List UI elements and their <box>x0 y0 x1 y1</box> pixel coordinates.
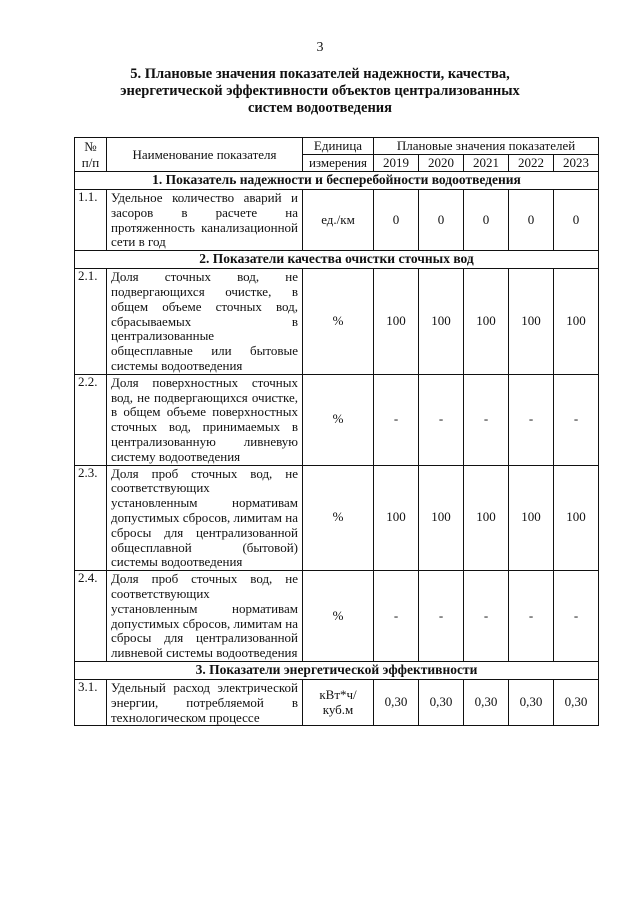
value-cell: 100 <box>419 269 464 375</box>
header-year: 2023 <box>554 155 599 172</box>
value-cell: 0 <box>554 190 599 251</box>
value-cell: - <box>554 571 599 662</box>
header-year: 2020 <box>419 155 464 172</box>
heading-line-1: 5. Плановые значения показателей надежности, качества, <box>130 66 510 82</box>
row-number: 1.1. <box>75 190 107 251</box>
value-cell: 0 <box>374 190 419 251</box>
header-num-line1: № <box>84 138 97 154</box>
value-cell: - <box>374 374 419 465</box>
indicator-name: Удельное количество аварий и засоров в расчете на протяженность канализационной сети в год <box>107 190 303 251</box>
value-cell: 0,30 <box>554 679 599 725</box>
value-cell: 100 <box>464 465 509 571</box>
unit-cell: % <box>303 269 374 375</box>
indicator-name: Доля поверхностных сточных вод, не подвергающихся очистке, в общем объеме поверхностных сточных вод, принимаемых в централизованную ливневую систему водоотведения <box>107 374 303 465</box>
value-cell: 100 <box>419 465 464 571</box>
row-number: 2.1. <box>75 269 107 375</box>
header-unit-line1: Единица <box>303 138 374 155</box>
unit-cell: ед./км <box>303 190 374 251</box>
table-row <box>75 679 599 725</box>
value-cell: - <box>419 374 464 465</box>
section-row <box>75 251 599 269</box>
header-year: 2019 <box>374 155 419 172</box>
unit-cell: кВт*ч/ куб.м <box>303 679 374 725</box>
indicator-name: Доля проб сточных вод, не соответствующих установленным нормативам допустимых сбросов, лимитам на сбросы для централизованной общесплавной (бытовой) системы водоотведения <box>107 465 303 571</box>
row-number: 2.4. <box>75 571 107 662</box>
value-cell: 100 <box>464 269 509 375</box>
header-year: 2021 <box>464 155 509 172</box>
heading-line-3: систем водоотведения <box>247 100 393 116</box>
section-title: 3. Показатели энергетической эффективности <box>75 661 599 679</box>
header-num-cell <box>75 138 107 172</box>
value-cell: 0 <box>509 190 554 251</box>
value-cell: 0,30 <box>509 679 554 725</box>
indicator-name: Удельный расход электрической энергии, потребляемой в технологическом процессе <box>107 679 303 725</box>
value-cell: 100 <box>554 269 599 375</box>
table-row <box>75 269 599 375</box>
value-cell: 100 <box>509 465 554 571</box>
unit-cell: % <box>303 374 374 465</box>
value-cell: 100 <box>374 269 419 375</box>
value-cell: 100 <box>554 465 599 571</box>
value-cell: 0,30 <box>464 679 509 725</box>
table-row <box>75 374 599 465</box>
section-title: 2. Показатели качества очистки сточных вод <box>75 251 599 269</box>
indicator-name: Доля сточных вод, не подвергающихся очистке, в общем объеме сточных вод, сбрасываемых в централизованные общесплавные или бытовые системы водоотведения <box>107 269 303 375</box>
table-header-row <box>75 138 599 155</box>
table-row <box>75 571 599 662</box>
heading-line-2: энергетической эффективности объектов централизованных <box>120 83 520 99</box>
row-number: 2.2. <box>75 374 107 465</box>
section-title: 1. Показатель надежности и бесперебойности водоотведения <box>75 172 599 190</box>
unit-cell: % <box>303 465 374 571</box>
page-number: 3 <box>316 40 324 55</box>
header-plan-cell: Плановые значения показателей <box>374 138 599 155</box>
value-cell: - <box>464 374 509 465</box>
header-num-line2: п/п <box>81 154 100 170</box>
value-cell: - <box>419 571 464 662</box>
value-cell: 0,30 <box>419 679 464 725</box>
section-row <box>75 172 599 190</box>
header-year: 2022 <box>509 155 554 172</box>
value-cell: 0 <box>419 190 464 251</box>
indicator-name: Доля проб сточных вод, не соответствующих установленным нормативам допустимых сбросов, лимитам на сбросы для централизованной ливневой системы водоотведения <box>107 571 303 662</box>
row-number: 3.1. <box>75 679 107 725</box>
value-cell: - <box>374 571 419 662</box>
value-cell: 100 <box>374 465 419 571</box>
value-cell: - <box>509 374 554 465</box>
header-unit-line2: измерения <box>303 155 374 172</box>
section-row <box>75 661 599 679</box>
indicators-table <box>74 137 599 726</box>
value-cell: - <box>554 374 599 465</box>
header-name-cell: Наименование показателя <box>107 138 303 172</box>
value-cell: - <box>464 571 509 662</box>
value-cell: 0,30 <box>374 679 419 725</box>
document-heading <box>80 66 560 117</box>
table-row <box>75 465 599 571</box>
value-cell: 100 <box>509 269 554 375</box>
table-row <box>75 190 599 251</box>
value-cell: 0 <box>464 190 509 251</box>
value-cell: - <box>509 571 554 662</box>
row-number: 2.3. <box>75 465 107 571</box>
unit-cell: % <box>303 571 374 662</box>
